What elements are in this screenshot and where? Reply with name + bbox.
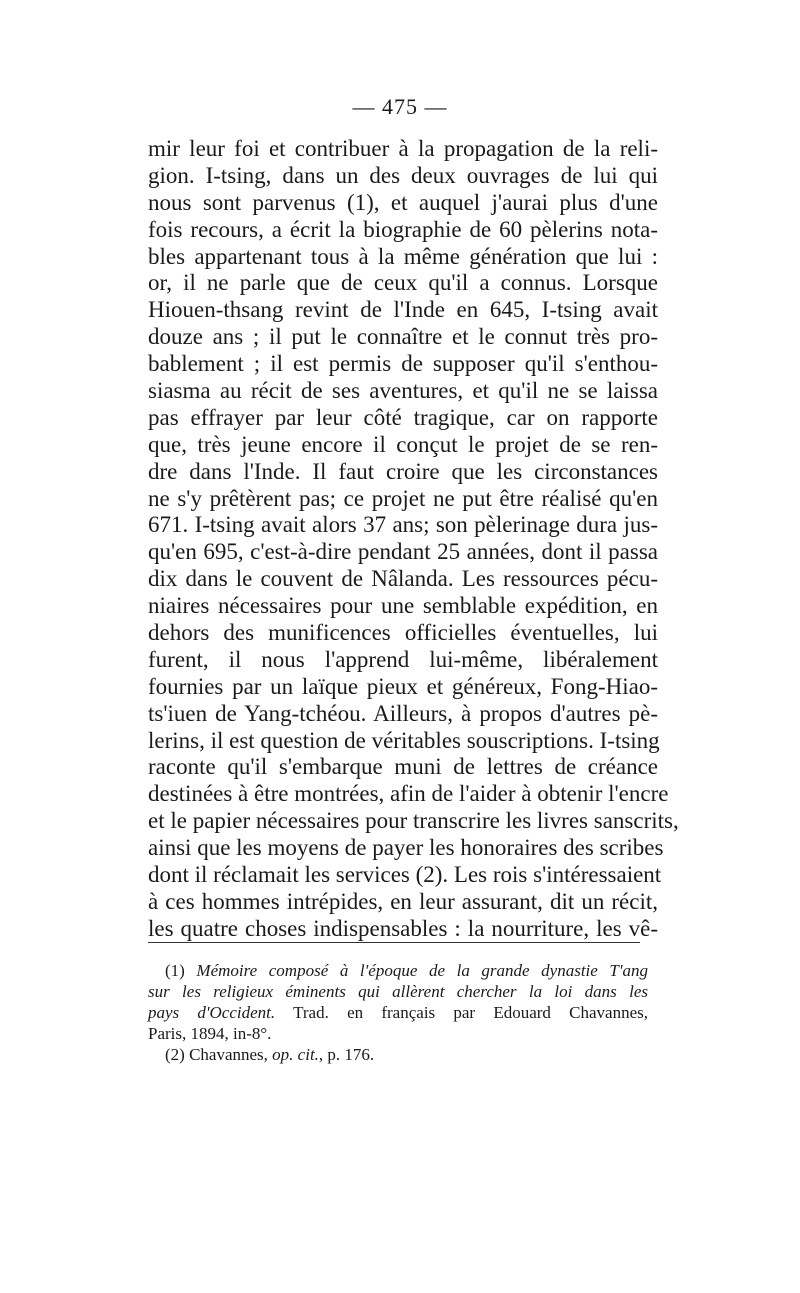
body-line: dont il réclamait les services (2). Les rois s'intéressaient [148, 862, 662, 888]
body-line: pas effrayer par leur côté tragique, car on rapporte [148, 404, 658, 430]
body-line: qu'en 695, c'est-à-dire pendant 25 années, dont il passa [148, 539, 658, 565]
body-line: nous sont parvenus (1), et auquel j'aurai plus d'une [148, 189, 658, 215]
footnote-2-line [148, 1044, 648, 1065]
body-line: et le papier nécessaires pour transcrire les livres sanscrits, [148, 808, 679, 834]
page-number: — 475 — [352, 94, 448, 119]
body-line: à ces hommes intrépides, en leur assurant, dit un récit, [148, 888, 658, 914]
footnote-1-line [148, 1002, 648, 1023]
footnote-divider [148, 942, 640, 943]
footnote-2-page: p. 176. [327, 1045, 375, 1064]
footnotes [148, 960, 648, 1065]
body-line: dehors des munificences officielles éventuelles, lui [148, 620, 658, 646]
body-line: fournies par un laïque pieux et généreux, Fong-Hiao- [148, 673, 658, 699]
body-line: bablement ; il est permis de supposer qu'il s'enthou- [148, 351, 658, 377]
footnote-1-title: Mémoire composé à l'époque de la grande dynastie T'ang [196, 961, 649, 980]
body-line: mir leur foi et contribuer à la propagation de la reli- [148, 136, 658, 161]
footnote-1-text: Trad. en français par Edouard Chavannes, [293, 1003, 649, 1022]
body-text [148, 136, 679, 943]
footnote-1-marker: (1) [165, 961, 185, 980]
body-line: niaires nécessaires pour une semblable expédition, en [148, 593, 658, 619]
body-line: ts'iuen de Yang-tchéou. Ailleurs, à propos d'autres pè- [148, 700, 658, 726]
body-line: 671. I-tsing avait alors 37 ans; son pèlerinage dura jus- [148, 512, 658, 538]
body-line: bles appartenant tous à la même génération que lui : [148, 243, 658, 269]
body-line: que, très jeune encore il conçut le projet de se ren- [148, 431, 658, 457]
footnote-2-marker: (2) [165, 1045, 185, 1064]
body-line: douze ans ; il put le connaître et le connut très pro- [148, 324, 658, 350]
footnote-1-line [148, 960, 648, 981]
footnote-2-text: Chavannes, [189, 1045, 268, 1064]
body-line: destinées à être montrées, afin de l'aider à obtenir l'encre [148, 781, 669, 807]
body-line: Hiouen-thsang revint de l'Inde en 645, I-tsing avait [148, 297, 658, 323]
footnote-1-line: Paris, 1894, in-8°. [148, 1024, 272, 1043]
body-line: lerins, il est question de véritables souscriptions. I-tsing [148, 727, 660, 753]
body-line: furent, il nous l'apprend lui-même, libéralement [148, 646, 658, 672]
body-line: fois recours, a écrit la biographie de 60 pèlerins nota- [148, 216, 658, 242]
body-line: ainsi que les moyens de payer les honoraires des scribes [148, 835, 664, 861]
body-line: or, il ne parle que de ceux qu'il a connus. Lorsque [148, 270, 658, 296]
body-line: siasma au récit de ses aventures, et qu'il ne se laissa [148, 378, 658, 404]
footnote-1-title: pays d'Occident. [148, 1003, 276, 1022]
footnote-1-line: sur les religieux éminents qui allèrent chercher la loi dans les [148, 982, 648, 1001]
body-line: les quatre choses indispensables : la nourriture, les vê- [148, 915, 658, 941]
body-line: dix dans le couvent de Nâlanda. Les ressources pécu- [148, 566, 658, 592]
body-line: ne s'y prêtèrent pas; ce projet ne put être réalisé qu'en [148, 485, 658, 511]
body-line: raconte qu'il s'embarque muni de lettres de créance [148, 754, 658, 780]
body-line: dre dans l'Inde. Il faut croire que les circonstances [148, 458, 658, 484]
body-line: gion. I-tsing, dans un des deux ouvrages de lui qui [148, 162, 658, 188]
footnote-2-citation: op. cit., [272, 1045, 324, 1064]
